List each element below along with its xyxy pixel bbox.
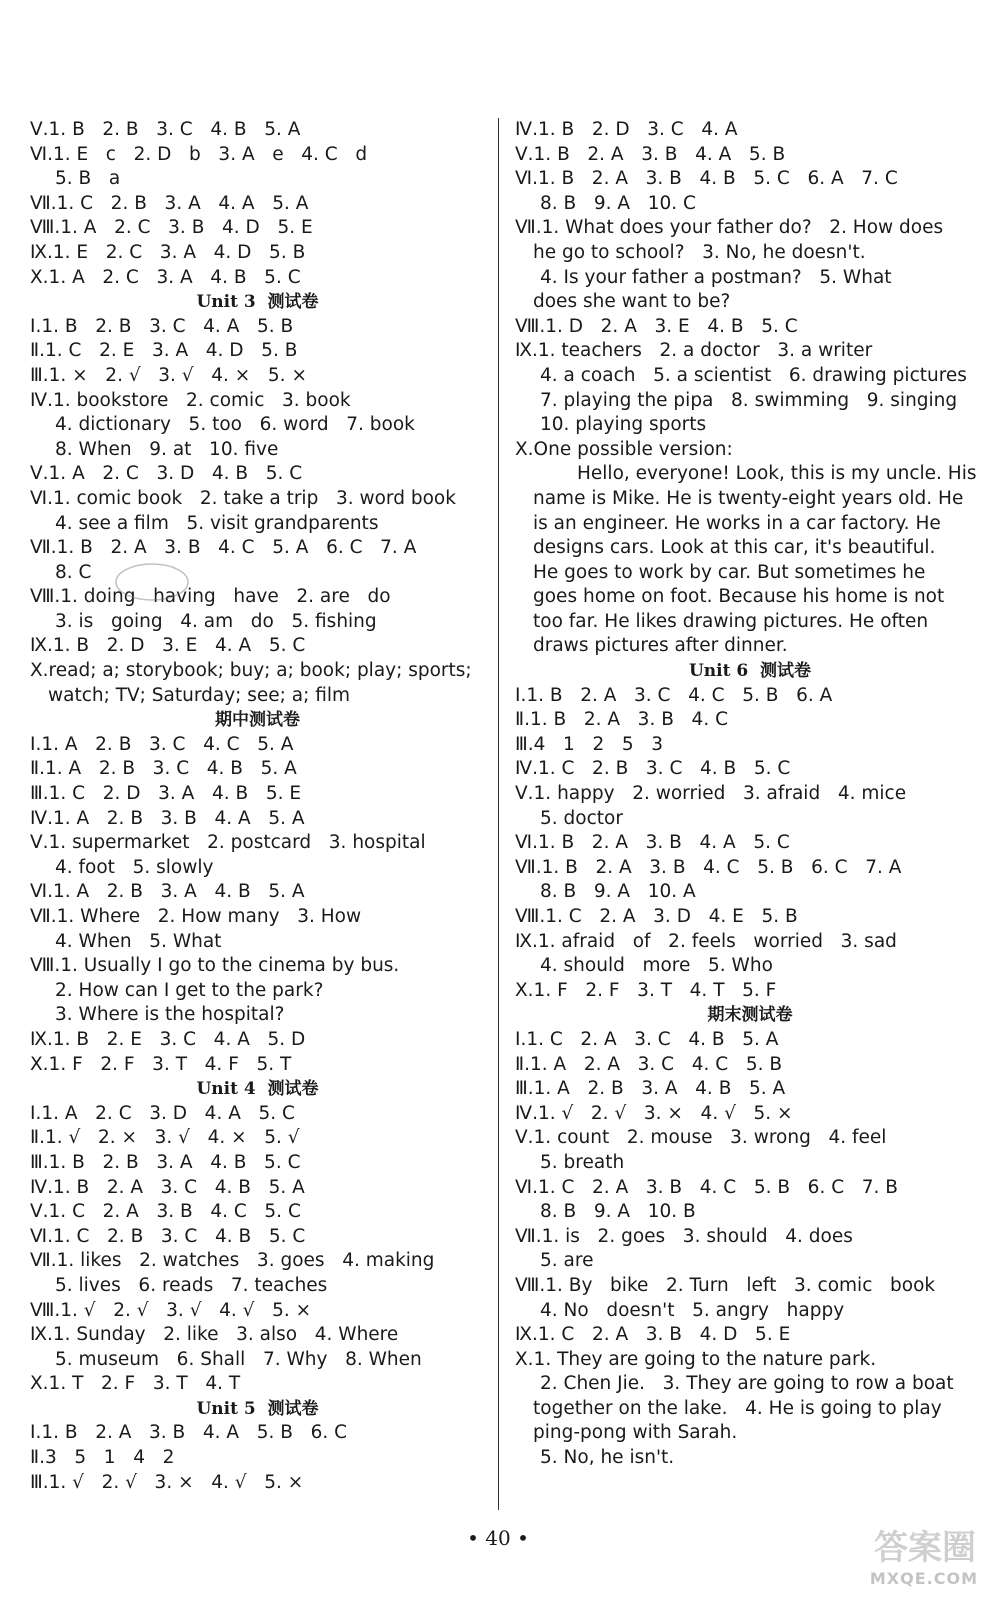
answer-line: 3. is going 4. am do 5. fishing [55,610,377,632]
answer-line: Ⅴ.1. B 2. B 3. C 4. B 5. A [30,119,301,140]
right-column [515,118,985,1471]
answer-line: ping-pong with Sarah. [533,1422,738,1444]
watermark-logo [834,1518,984,1590]
answer-line: Ⅷ.1. A 2. C 3. B 4. D 5. E [30,217,313,239]
answer-line: Ⅸ.1. afraid of 2. feels worried 3. sad [515,930,897,952]
answer-line: Ⅹ.1. A 2. C 3. A 4. B 5. C [30,266,301,288]
answer-line: Ⅰ.1. A 2. B 3. C 4. C 5. A [30,733,294,755]
answer-line: Ⅵ.1. C 2. A 3. B 4. C 5. B 6. C 7. B [515,1176,898,1198]
answer-line: Ⅸ.1. E 2. C 3. A 4. D 5. B [30,241,306,263]
answer-line: Ⅲ.1. √ 2. √ 3. × 4. √ 5. × [30,1471,304,1493]
answer-line: Ⅹ.1. T 2. F 3. T 4. T [30,1373,241,1395]
answer-line: 5. museum 6. Shall 7. Why 8. When [55,1348,422,1370]
answer-line: Ⅶ.1. Where 2. How many 3. How [30,906,362,927]
answer-line: Ⅲ.1. × 2. √ 3. √ 4. × 5. × [30,364,307,386]
stamp-mark [112,560,192,604]
answer-line: 2. How can I get to the park? [55,979,324,1001]
answer-line: Ⅰ.1. B 2. A 3. B 4. A 5. B 6. C [30,1422,348,1444]
section-heading: Unit 3 测试卷 [196,292,319,313]
answer-line: 5. lives 6. reads 7. teaches [55,1274,328,1296]
answer-line: Ⅸ.1. teachers 2. a doctor 3. a writer [515,340,873,362]
answer-line: 4. a coach 5. a scientist 6. drawing pictures [540,364,967,386]
answer-line: Ⅴ.1. B 2. A 3. B 4. A 5. B [515,143,786,165]
answer-line: Ⅶ.1. is 2. goes 3. should 4. does [515,1225,853,1247]
answer-line: Ⅵ.1. comic book 2. take a trip 3. word book [30,487,456,509]
answer-line: Ⅵ.1. C 2. B 3. C 4. B 5. C [30,1225,306,1247]
answer-line: Ⅱ.1. C 2. E 3. A 4. D 5. B [30,340,298,362]
answer-line: Ⅷ.1. Usually I go to the cinema by bus. [30,955,400,977]
answer-line: Ⅶ.1. likes 2. watches 3. goes 4. making [30,1250,435,1272]
answer-line: Ⅷ.1. C 2. A 3. D 4. E 5. B [515,906,798,927]
answer-line: 8. B 9. A 10. C [540,192,696,214]
answer-line: Ⅳ.1. B 2. D 3. C 4. A [515,119,738,140]
answer-line: Ⅶ.1. What does your father do? 2. How does [515,217,944,239]
answer-line: Ⅳ.1. bookstore 2. comic 3. book [30,389,351,411]
answer-line: Ⅰ.1. C 2. A 3. C 4. B 5. A [515,1028,779,1050]
answer-line: 5. B a [55,168,121,190]
answer-line: Ⅴ.1. count 2. mouse 3. wrong 4. feel [515,1127,887,1149]
answer-line: 7. playing the pipa 8. swimming 9. singing [540,389,958,411]
answer-line: Ⅴ.1. A 2. C 3. D 4. B 5. C [30,463,303,485]
answer-line: 4. dictionary 5. too 6. word 7. book [55,414,415,436]
answer-line: 10. playing sports [540,414,707,436]
answer-line: Ⅰ.1. B 2. B 3. C 4. A 5. B [30,315,294,337]
answer-line: Ⅸ.1. B 2. D 3. E 4. A 5. C [30,635,306,657]
answer-line: Ⅶ.1. B 2. A 3. B 4. C 5. B 6. C 7. A [515,856,902,878]
answer-line: 4. No doesn't 5. angry happy [540,1299,845,1321]
answer-line: Hello, everyone! Look, this is my uncle. His [577,463,977,485]
page-number: • 40 • [467,1526,529,1550]
answer-line: is an engineer. He works in a car factory. He [533,512,941,534]
answer-line: 5. No, he isn't. [540,1447,675,1469]
answer-line: does she want to be? [533,291,731,313]
answer-line: 5. doctor [540,807,623,829]
answer-line: Ⅷ.1. By bike 2. Turn left 3. comic book [515,1274,936,1296]
answer-line: Ⅵ.1. E c 2. D b 3. A e 4. C d [30,143,368,165]
section-heading: Unit 6 测试卷 [688,661,812,682]
answer-line: Ⅱ.1. B 2. A 3. B 4. C [515,709,728,731]
answer-line: 5. are [540,1250,594,1272]
answer-line: Ⅱ.1. √ 2. × 3. √ 4. × 5. √ [30,1127,300,1149]
answer-line: Ⅳ.1. √ 2. √ 3. × 4. √ 5. × [515,1102,793,1124]
answer-line: Ⅳ.1. A 2. B 3. B 4. A 5. A [30,807,305,829]
section-heading: 期末测试卷 [707,1005,793,1026]
column-divider [498,118,499,1510]
answer-line: Ⅱ.1. A 2. A 3. C 4. C 5. B [515,1053,783,1075]
answer-line: too far. He likes drawing pictures. He often [533,610,929,632]
answer-line: Ⅳ.1. B 2. A 3. C 4. B 5. A [30,1176,305,1198]
answer-line: 8. B 9. A 10. B [540,1201,696,1223]
answer-line: Ⅷ.1. √ 2. √ 3. √ 4. √ 5. × [30,1299,312,1321]
answer-line: 8. C [55,561,92,583]
answer-line: name is Mike. He is twenty-eight years old. He [533,487,964,509]
watermark-logo-text: 答案圈 [874,1528,976,1568]
answer-line: Ⅵ.1. A 2. B 3. A 4. B 5. A [30,881,305,903]
answer-line: 4. foot 5. slowly [55,856,214,878]
answer-line: Ⅹ.read; a; storybook; buy; a; book; play; sports; [30,660,472,682]
answer-line: designs cars. Look at this car, it's beautiful. [533,537,936,559]
answer-line: together on the lake. 4. He is going to play [533,1397,942,1419]
answer-line: Ⅹ.1. They are going to the nature park. [515,1348,877,1370]
left-column [30,118,485,1495]
answer-line: Ⅱ.3 5 1 4 2 [30,1447,175,1469]
section-heading: 期中测试卷 [215,710,300,731]
answer-line: 4. When 5. What [55,930,222,952]
answer-line: Ⅳ.1. C 2. B 3. C 4. B 5. C [515,758,791,780]
watermark-text: MXQE.COM [869,1569,978,1588]
answer-line: Ⅱ.1. A 2. B 3. C 4. B 5. A [30,758,297,780]
answer-line: Ⅵ.1. B 2. A 3. B 4. A 5. C [515,832,790,854]
answer-line: He goes to work by car. But sometimes he [533,561,926,583]
answer-line: Ⅰ.1. A 2. C 3. D 4. A 5. C [30,1102,295,1124]
answer-line: Ⅴ.1. C 2. A 3. B 4. C 5. C [30,1201,301,1223]
answer-line: 4. see a film 5. visit grandparents [55,512,379,534]
answer-line: Ⅷ.1. D 2. A 3. E 4. B 5. C [515,315,798,337]
answer-line: Ⅹ.1. F 2. F 3. T 4. T 5. F [515,979,777,1001]
answer-line: Ⅸ.1. C 2. A 3. B 4. D 5. E [515,1324,791,1346]
answer-line: goes home on foot. Because his home is not [533,586,945,608]
section-heading: Unit 4 测试卷 [196,1079,319,1100]
answer-line: Ⅲ.1. A 2. B 3. A 4. B 5. A [515,1078,786,1100]
answer-line: 4. should more 5. Who [540,955,773,977]
answer-line: 3. Where is the hospital? [55,1004,285,1026]
answer-line: Ⅴ.1. supermarket 2. postcard 3. hospital [30,832,426,854]
answer-line: draws pictures after dinner. [533,635,788,657]
answer-line: 8. When 9. at 10. five [55,438,279,460]
answer-line: Ⅲ.1. B 2. B 3. A 4. B 5. C [30,1151,301,1173]
answer-line: Ⅲ.1. C 2. D 3. A 4. B 5. E [30,783,302,805]
section-heading: Unit 5 测试卷 [196,1398,319,1419]
answer-line: Ⅷ.1. doing having have 2. are do [30,586,391,608]
answer-line: Ⅸ.1. Sunday 2. like 3. also 4. Where [30,1324,399,1346]
answer-line: 8. B 9. A 10. A [540,881,696,903]
answer-line: Ⅰ.1. B 2. A 3. C 4. C 5. B 6. A [515,684,833,706]
answer-line: Ⅵ.1. B 2. A 3. B 4. B 5. C 6. A 7. C [515,168,898,190]
answer-line: 2. Chen Jie. 3. They are going to row a boat [540,1373,954,1395]
answer-line: Ⅹ.One possible version: [515,438,733,460]
answer-line: 4. Is your father a postman? 5. What [540,266,892,288]
answer-line: watch; TV; Saturday; see; a; film [48,684,351,706]
answer-line: 5. breath [540,1151,625,1173]
answer-line: Ⅴ.1. happy 2. worried 3. afraid 4. mice [515,783,907,805]
answer-line: Ⅹ.1. F 2. F 3. T 4. F 5. T [30,1053,292,1075]
answer-line: Ⅶ.1. B 2. A 3. B 4. C 5. A 6. C 7. A [30,537,417,559]
answer-line: Ⅸ.1. B 2. E 3. C 4. A 5. D [30,1028,306,1050]
answer-line: Ⅲ.4 1 2 5 3 [515,733,664,755]
answer-line: he go to school? 3. No, he doesn't. [533,241,866,263]
answer-line: Ⅶ.1. C 2. B 3. A 4. A 5. A [30,192,309,214]
